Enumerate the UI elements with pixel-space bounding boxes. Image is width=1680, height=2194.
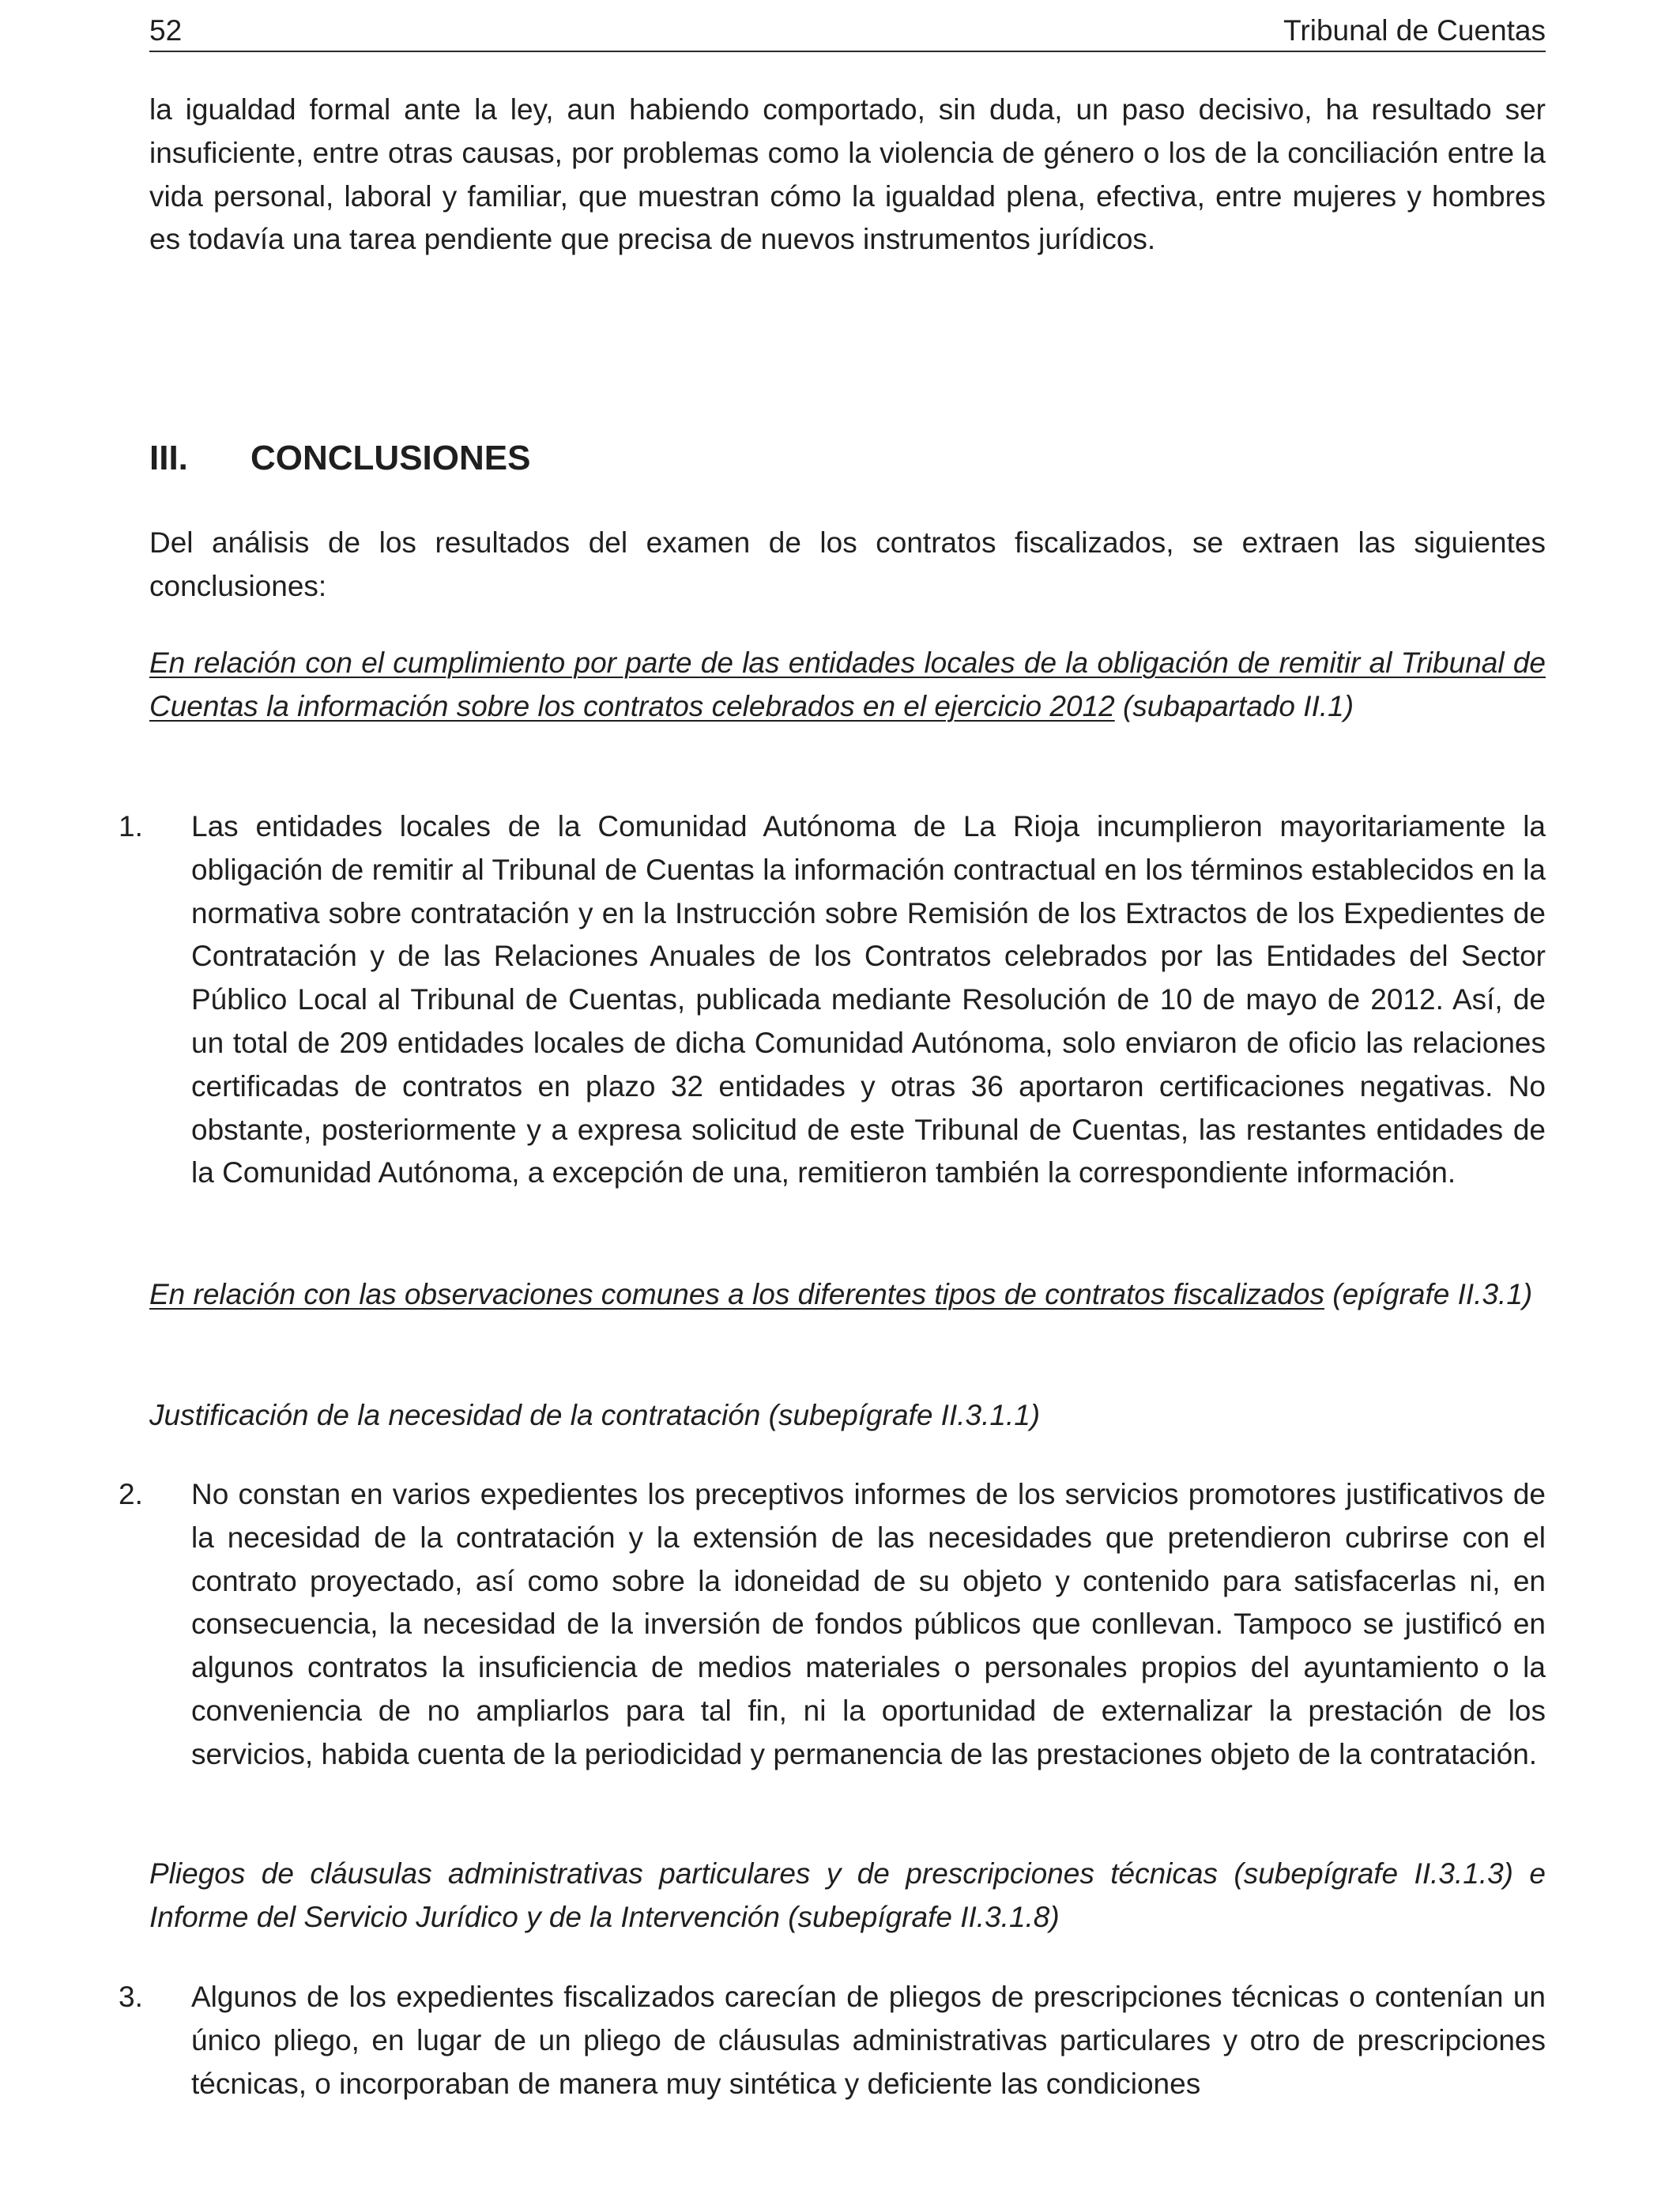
conclusion-item-2	[119, 1473, 1546, 1777]
running-title: Tribunal de Cuentas	[1283, 14, 1546, 47]
subheading-common-observations	[149, 1273, 1546, 1317]
item-text: No constan en varios expedientes los preceptivos informes de los servicios promotores justificativos de la necesidad de la contratación y la extensión de las necesidades que pretendieron cubrirse con el contrato proyectado, así como sobre la idoneidad de su objeto y contenido para satisfacerlas ni, en consecuencia, la necesidad de la inversión de fondos públicos que conllevan. Tampoco se justificó en algunos contratos la insuficiencia de medios materiales o personales propios del ayuntamiento o la conveniencia de no ampliarlos para tal fin, ni la oportunidad de externalizar la prestación de los servicios, habida cuenta de la periodicidad y permanencia de las prestaciones objeto de la contratación.	[191, 1478, 1546, 1770]
page-header	[149, 11, 1546, 52]
subheading-pliegos: Pliegos de cláusulas administrativas particulares y de prescripciones técnicas (subepígrafe II.3.1.3) e Informe del Servicio Jurídico y de la Intervención (subepígrafe II.3.1.8)	[149, 1857, 1546, 1933]
page-number: 52	[149, 14, 183, 47]
lead-paragraph: Del análisis de los resultados del examen de los contratos fiscalizados, se extraen las siguientes conclusiones:	[149, 526, 1546, 602]
subheading-common-underlined: En relación con las observaciones comunes a los diferentes tipos de contratos fiscalizados	[149, 1278, 1324, 1310]
subheading-compliance-ref: (subapartado II.1)	[1122, 689, 1354, 722]
item-text: Algunos de los expedientes fiscalizados carecían de pliegos de prescripciones técnicas o contenían un único pliego, en lugar de un pliego de cláusulas administrativas particulares y otro de prescripciones técnicas, o incorporaban de manera muy sintética y deficiente las condiciones	[191, 1981, 1546, 2100]
section-number: III.	[149, 439, 188, 477]
intro-paragraph: la igualdad formal ante la ley, aun habiendo comportado, sin duda, un paso decisivo, ha resultado ser insuficiente, entre otras causas, por problemas como la violencia de género o los de la conciliación entre la vida personal, laboral y familiar, que muestran cómo la igualdad plena, efectiva, entre mujeres y hombres es todavía una tarea pendiente que precisa de nuevos instrumentos jurídicos.	[149, 93, 1546, 256]
item-number: 1.	[119, 810, 143, 843]
subheading-compliance-underlined: En relación con el cumplimiento por parte de las entidades locales de la obligación de remitir al Tribunal de Cuentas la información sobre los contratos celebrados en el ejercicio 2012	[149, 647, 1546, 722]
item-number: 3.	[119, 1981, 143, 2013]
subheading-common-ref: (epígrafe II.3.1)	[1332, 1278, 1533, 1310]
section-title: CONCLUSIONES	[250, 439, 531, 477]
conclusion-item-1	[119, 805, 1546, 1195]
conclusion-item-3	[119, 1976, 1546, 2105]
subheading-compliance	[149, 642, 1546, 729]
item-number: 2.	[119, 1478, 143, 1510]
item-text: Las entidades locales de la Comunidad Autónoma de La Rioja incumplieron mayoritariamente la obligación de remitir al Tribunal de Cuentas la información contractual en los términos establecidos en la normativa sobre contratación y en la Instrucción sobre Remisión de los Extractos de los Expedientes de Contratación y de las Relaciones Anuales de los Contratos celebrados por las Entidades del Sector Público Local al Tribunal de Cuentas, publicada mediante Resolución de 10 de mayo de 2012. Así, de un total de 209 entidades locales de dicha Comunidad Autónoma, solo enviaron de oficio las relaciones certificadas de contratos en plazo 32 entidades y otras 36 aportaron certificaciones negativas. No obstante, posteriormente y a expresa solicitud de este Tribunal de Cuentas, las restantes entidades de la Comunidad Autónoma, a excepción de una, remitieron también la correspondiente información.	[191, 810, 1546, 1189]
subheading-justification: Justificación de la necesidad de la contratación (subepígrafe II.3.1.1)	[149, 1399, 1041, 1431]
